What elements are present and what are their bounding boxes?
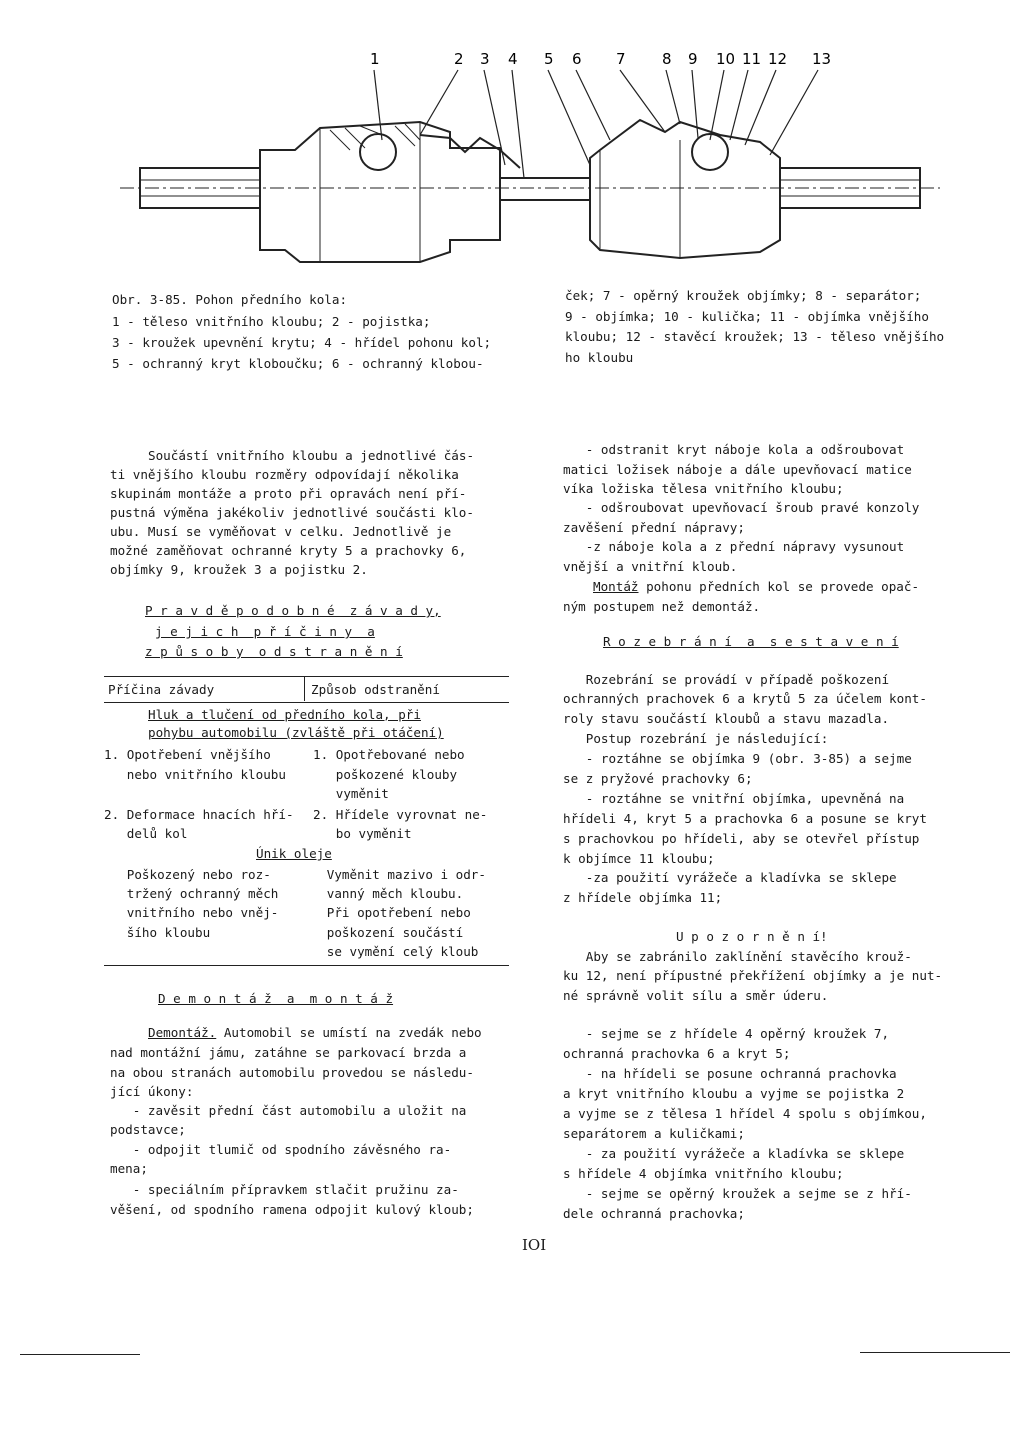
callout: 2 (454, 50, 464, 68)
step-text: s hřídele 4 objímka vnitřního kloubu; (563, 1166, 844, 1181)
step-text: - odšroubovat upevňovací šroub pravé konzoly (563, 500, 920, 515)
figure-caption-line: ho kloubu (565, 350, 634, 365)
demontaz-heading: D e m o n t á ž a m o n t á ž (158, 991, 394, 1006)
rozebrani-text: hřídeli 4, kryt 5 a prachovka 6 a posune se kryt (563, 811, 927, 826)
callout: 7 (616, 50, 626, 68)
step-text: - na hřídeli se posune ochranná prachovka (563, 1066, 897, 1081)
table-cell: 2. Deformace hnacích hří- (104, 807, 294, 822)
table-cell: Vyměnit mazivo i odr- (304, 867, 486, 882)
intro-line: skupinám montáže a proto při opravách není pří- (110, 486, 467, 501)
demontaz-label: Demontáž. (148, 1025, 217, 1040)
table-cell: poškozené klouby (313, 767, 458, 782)
step-text: separátorem a kuličkami; (563, 1126, 745, 1141)
callout: 11 (742, 50, 762, 68)
demontaz-text: mena; (110, 1161, 148, 1176)
drive-shaft-diagram (120, 40, 940, 290)
table-cell: Poškozený nebo roz- (104, 867, 271, 882)
montaz-label: Montáž (593, 579, 639, 594)
callout: 6 (572, 50, 582, 68)
fault-heading: z p ů s o b y o d s t r a n ě n í (145, 644, 403, 659)
step-text: víka ložiska tělesa vnitřního kloubu; (563, 481, 844, 496)
rozebrani-text: - roztáhne se objímka 9 (obr. 3-85) a sejme (563, 751, 912, 766)
page-number: IOI (522, 1236, 547, 1254)
demontaz-text: podstavce; (110, 1122, 186, 1137)
step-text: a kryt vnitřního kloubu a vyjme se pojistka 2 (563, 1086, 905, 1101)
intro-line: objímky 9, kroužek 3 a pojistku 2. (110, 562, 368, 577)
fault-heading: P r a v d ě p o d o b n é z á v a d y, (145, 603, 441, 618)
rozebrani-text: z hřídele objímka 11; (563, 890, 723, 905)
step-text: vnější a vnitřní kloub. (563, 559, 738, 574)
demontaz-text: jící úkony: (110, 1084, 194, 1099)
montaz-text: ným postupem než demontáž. (563, 599, 761, 614)
callout: 10 (716, 50, 736, 68)
table-cell: vyměnit (313, 786, 389, 801)
upozorneni-heading: U p o z o r n ě n í! (676, 929, 828, 944)
demontaz-text: věšení, od spodního ramena odpojit kulový kloub; (110, 1202, 474, 1217)
margin-mark (20, 1354, 140, 1355)
demontaz-text: - odpojit tlumič od spodního závěsného ra- (110, 1142, 452, 1157)
demontaz-text: Automobil se umístí na zvedák nebo (216, 1025, 482, 1040)
upozorneni-text: ku 12, není přípustné překřížení objímky a je nut- (563, 968, 943, 983)
upozorneni-text: né správně volit sílu a směr úderu. (563, 988, 829, 1003)
rozebrani-text: se z pryžové prachovky 6; (563, 771, 753, 786)
callout: 8 (662, 50, 672, 68)
intro-line: ti vnějšího kloubu rozměry odpovídají několika (110, 467, 459, 482)
demontaz-text: na obou stranách automobilu provedou se následu- (110, 1065, 474, 1080)
figure-caption-line: 9 - objímka; 10 - kulička; 11 - objímka vnějšího (565, 309, 929, 324)
rozebrani-text: roly stavu součástí kloubů a stavu mazadla. (563, 711, 890, 726)
table-section-title: Únik oleje (256, 846, 332, 861)
table-cell: poškození součástí (304, 925, 464, 940)
demontaz-text: - speciálním přípravkem stlačit pružinu za- (110, 1182, 459, 1197)
step-text: zavěšení přední nápravy; (563, 520, 745, 535)
table-cell: šího kloubu (104, 925, 211, 940)
rozebrani-text: - roztáhne se vnitřní objímka, upevněná na (563, 791, 905, 806)
table-cell: se vymění celý kloub (304, 944, 479, 959)
table-section-title: Hluk a tlučení od předního kola, při (148, 707, 421, 722)
table-rule (304, 676, 305, 701)
figure-caption-line: Obr. 3-85. Pohon předního kola: (112, 292, 348, 307)
step-text: ochranná prachovka 6 a kryt 5; (563, 1046, 791, 1061)
intro-line: ubu. Musí se vyměňovat v celku. Jednotlivě je (110, 524, 452, 539)
table-cell: 2. Hřídele vyrovnat ne- (313, 807, 488, 822)
callout: 4 (508, 50, 518, 68)
step-text: - sejme se z hřídele 4 opěrný kroužek 7, (563, 1026, 890, 1041)
demontaz-text: nad montážní jámu, zatáhne se parkovací brzda a (110, 1045, 467, 1060)
table-cell: delů kol (104, 826, 188, 841)
table-section-title: pohybu automobilu (zvláště při otáčení) (148, 725, 444, 740)
rozebrani-text: -za použití vyrážeče a kladívka se sklepe (563, 870, 897, 885)
table-cell: vnitřního nebo vněj- (104, 905, 279, 920)
fault-heading: j e j i c h p ř í č i n y a (155, 624, 375, 639)
callout: 3 (480, 50, 490, 68)
figure-caption-line: ček; 7 - opěrný kroužek objímky; 8 - separátor; (565, 288, 922, 303)
table-rule (104, 965, 509, 966)
step-text: -z náboje kola a z přední nápravy vysunout (563, 539, 905, 554)
margin-mark (860, 1352, 1010, 1353)
table-rule (104, 676, 509, 677)
figure-caption-line: 1 - těleso vnitřního kloubu; 2 - pojistka; (112, 314, 431, 329)
table-rule (104, 702, 509, 703)
figure-caption-line: 3 - kroužek upevnění krytu; 4 - hřídel pohonu kol; (112, 335, 492, 350)
rozebrani-heading: R o z e b r á n í a s e s t a v e n í (603, 634, 899, 649)
rozebrani-text: s prachovkou po hřídeli, aby se otevřel přístup (563, 831, 920, 846)
table-header-remedy: Způsob odstranění (311, 682, 440, 697)
table-cell: tržený ochranný měch (104, 886, 279, 901)
callout: 13 (812, 50, 832, 68)
step-text: a vyjme se z tělesa 1 hřídel 4 spolu s objímkou, (563, 1106, 927, 1121)
step-text: dele ochranná prachovka; (563, 1206, 745, 1221)
intro-line: Součástí vnitřního kloubu a jednotlivé čás- (148, 448, 475, 463)
step-text: - odstranit kryt náboje kola a odšroubovat (563, 442, 905, 457)
table-cell: bo vyměnit (313, 826, 412, 841)
figure-caption-line: kloubu; 12 - stavěcí kroužek; 13 - těleso vnějšího (565, 329, 945, 344)
rozebrani-text: k objímce 11 kloubu; (563, 851, 715, 866)
montaz-text: pohonu předních kol se provede opač- (638, 579, 920, 594)
step-text: - sejme se opěrný kroužek a sejme se z hří- (563, 1186, 912, 1201)
rozebrani-text: Rozebrání se provádí v případě poškození (563, 672, 890, 687)
intro-line: možné zaměňovat ochranné kryty 5 a prachovky 6, (110, 543, 467, 558)
table-cell: 1. Opotřebované nebo (313, 747, 465, 762)
callout: 12 (768, 50, 788, 68)
callout: 9 (688, 50, 698, 68)
callout: 5 (544, 50, 554, 68)
rozebrani-text: ochranných prachovek 6 a krytů 5 za účelem kont- (563, 691, 927, 706)
table-cell: Při opotřebení nebo (304, 905, 471, 920)
upozorneni-text: Aby se zabránilo zaklínění stavěcího krouž- (563, 949, 912, 964)
table-cell: 1. Opotřebení vnějšího (104, 747, 271, 762)
demontaz-text: - zavěsit přední část automobilu a uložit na (110, 1103, 467, 1118)
table-cell: nebo vnitřního kloubu (104, 767, 286, 782)
rozebrani-text: Postup rozebrání je následující: (563, 731, 829, 746)
step-text: matici ložisek náboje a dále upevňovací matice (563, 462, 912, 477)
callout: 1 (370, 50, 380, 68)
intro-line: pustná výměna jakékoliv jednotlivé součásti klo- (110, 505, 474, 520)
table-header-cause: Příčina závady (108, 682, 215, 697)
figure-caption-line: 5 - ochranný kryt kloboučku; 6 - ochranný klobou- (112, 356, 484, 371)
step-text: - za použití vyrážeče a kladívka se sklepe (563, 1146, 905, 1161)
table-cell: vanný měch kloubu. (304, 886, 464, 901)
